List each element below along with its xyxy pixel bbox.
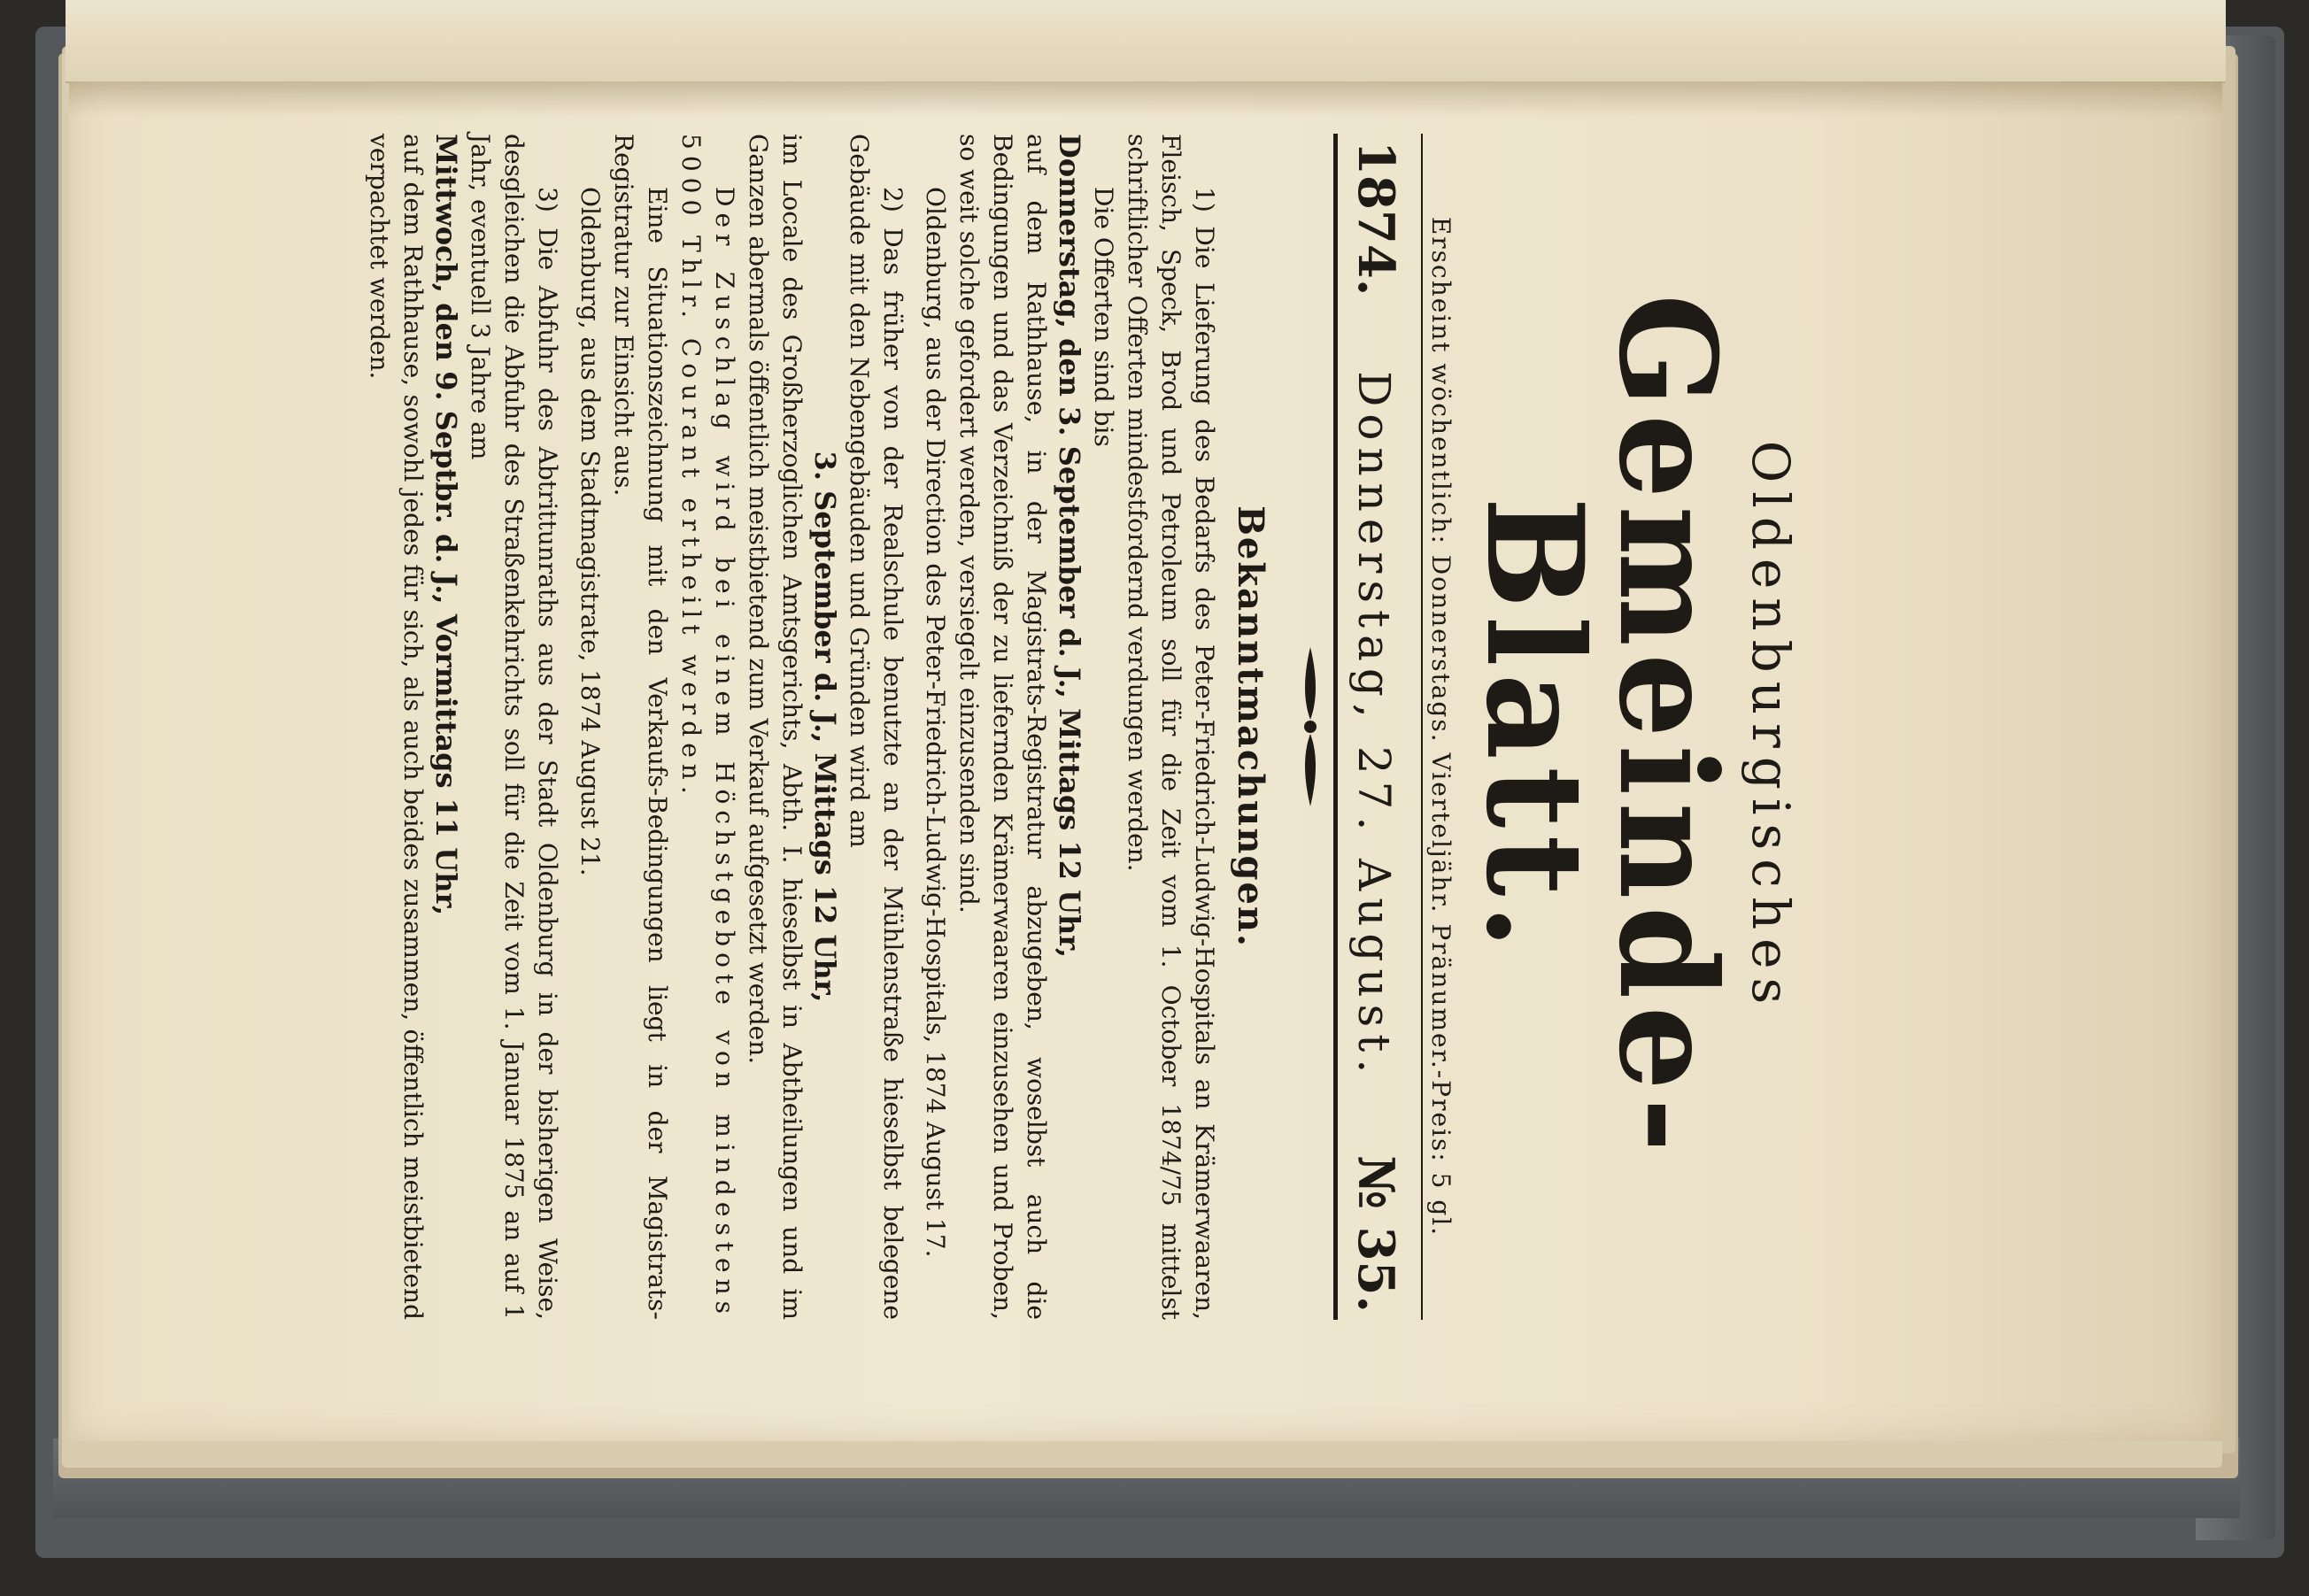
issue-year: 1874. <box>1347 141 1405 297</box>
notices-body <box>362 134 1221 1320</box>
date-rule <box>1333 134 1338 1320</box>
facing-page-edge <box>66 0 2226 83</box>
issue-date: Donnerstag, 27. August. <box>1348 371 1400 1081</box>
notice-1-continuation: auf dem Rathhause, in der Magistrats-Registratur abzugeben, woselbst auch die Bedingungen und das Verzeichniß der zu liefernden Krämerwaaren einzusehen und Proben, so weit solche gefordert werden, versiegelt einzusenden sind. <box>954 134 1051 1320</box>
notice-2-extra-1: Der Zuschlag wird bei einem Höchstgebote von mindestens 5000 Thlr. Courant ertheilt werden. <box>676 134 739 1320</box>
notice-2-signature: Oldenburg, aus dem Stadtmagistrate, 1874 August 21. <box>575 187 605 876</box>
section-heading: Bekanntmachungen. <box>1230 505 1271 948</box>
notice-3-deadline: Mittwoch, den 9. Septbr. d. J., Vormittags 11 Uhr, <box>429 134 463 916</box>
notice-3-text: 3) Die Abfuhr des Abtrittunraths aus der Stadt Oldenburg in der bisherigen Weise, desgleichen die Abfuhr des Straßenkehrichts soll für die Zeit vom 1. Januar 1875 an auf 1 Jahr, eventuell 3 Jahre am <box>466 134 562 1320</box>
issue-number: № 35. <box>1347 1155 1405 1313</box>
notice-1-deadline: Donnerstag, den 3. September d. J., Mittags 12 Uhr, <box>1053 134 1086 958</box>
gutter-shadow <box>69 81 2222 117</box>
notice-2-continuation: im Locale des Großherzoglichen Amtsgerichts, Abth. I. hieselbst in Abtheilungen und im Ganzen abermals öffentlich meistbietend zum Verkauf aufgesetzt werden. <box>744 134 807 1320</box>
subscription-line: Erscheint wöchentlich: Donnerstags. Vierteljähr. Pränumer.-Preis: 5 gl. <box>1426 216 1456 1237</box>
masthead-title: Gemeinde-Blatt. <box>1456 293 1745 1160</box>
notice-2-text: 2) Das früher von der Realschule benutzte an der Mühlenstraße hieselbst belegene Gebäude mit den Nebengebäuden und Gründen wird am <box>845 134 907 1320</box>
notice-3-continuation: auf dem Rathhause, sowohl jedes für sich, als auch beides zusammen, öffentlich meistbietend verpachtet werden. <box>365 134 428 1320</box>
notice-1-deadline-intro: Die Offerten sind bis <box>1089 187 1118 447</box>
issue-date-row <box>1347 134 1405 1320</box>
notice-2-extra-2: Eine Situationszeichnung mit den Verkaufs-Bedingungen liegt in der Magistrats-Registratur zur Einsicht aus. <box>609 134 672 1320</box>
notice-1-signature: Oldenburg, aus der Direction des Peter-Friedrich-Ludwig-Hospitals, 1874 August 17. <box>921 187 950 1258</box>
notice-1-text: 1) Die Lieferung des Bedarfs des Peter-Friedrich-Ludwig-Hospitals an Krämerwaaren, Fleisch, Speck, Brod und Petroleum soll für die Zeit vom 1. October 1874/75 mittelst schriftlicher Offerten mindestfordernd verdungen werden. <box>1123 134 1219 1320</box>
masthead-small-title: Oldenburgisches <box>1741 440 1801 1014</box>
fleuron-divider-icon <box>1291 134 1326 1320</box>
masthead-rule <box>1421 134 1423 1320</box>
notice-2-deadline: 3. September d. J., Mittags 12 Uhr, <box>808 451 842 1003</box>
rotated-text-block <box>299 134 1804 1320</box>
